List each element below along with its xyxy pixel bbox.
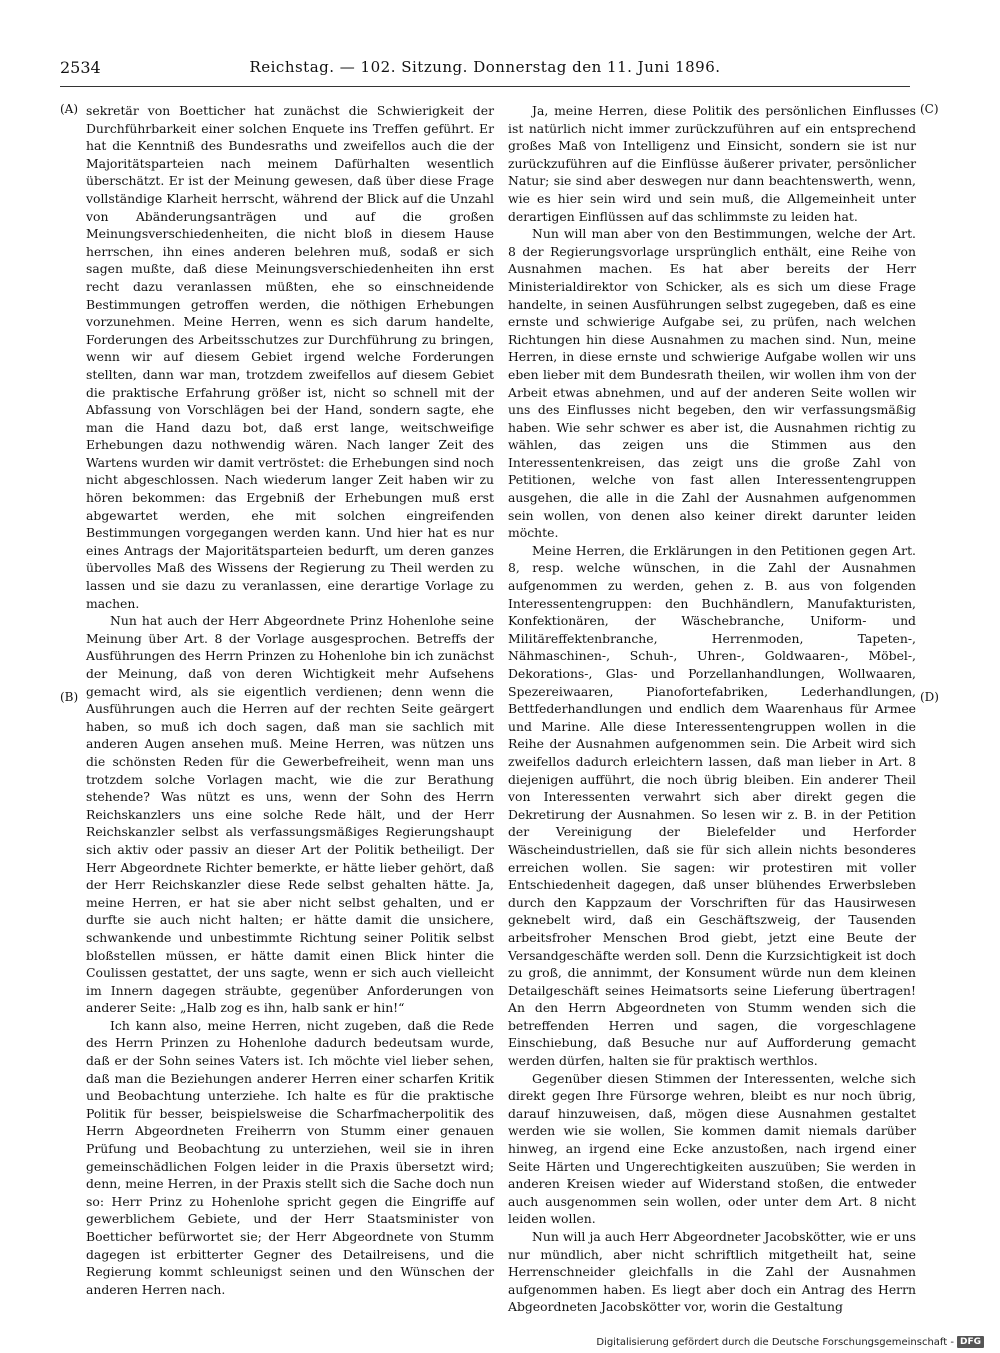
dfg-logo-icon: DFG	[957, 1336, 984, 1348]
page-header	[60, 58, 910, 80]
paragraph: sekretär von Boetticher hat zunächst die Schwierigkeit der Durchführbarkeit einer solchen Enquete ins Treffen geführt. Er hat die Kenntniß des Bundesraths und zweifellos auch die der Majoritätsparteien nach meinem Dafürhalten wesentlich überschätzt. Er ist der Meinung gewesen, daß über diese Frage vollständige Klarheit herrscht, während der Blick auf die Unzahl von Abänderungsanträgen und auf die großen Meinungsverschiedenheiten, die nicht bloß in diesem Hause herrschen, ihn eines anderen belehren muß, sodaß er sich sagen mußte, daß diese Meinungsverschiedenheiten ihn erst recht dazu veranlassen müßten, ehe so einschneidende Bestimmungen getroffen werden, die nöthigen Erhebungen vorzunehmen. Meine Herren, wenn es sich darum handelte, Forderungen des Arbeitsschutzes zur Durchführung zu bringen, wenn wir auf diesem Gebiet irgend welche Forderungen stellten, dann war man, trotzdem zweifellos auf diesem Gebiet die praktische Erfahrung größer ist, nicht so schnell mit der Abfassung von Vorschlägen bei der Hand, sondern sagte, ehe man die Hand dazu bot, daß erst lange, weitschweifige Erhebungen dazu nothwendig wären. Nach langer Zeit des Wartens wurden wir damit vertröstet: die Erhebungen sind noch nicht abgeschlossen. Nach wiederum langer Zeit haben wir zu hören bekommen: das Ergebniß der Erhebungen muß erst abgewartet werden, ehe mit solchen eingreifenden Bestimmungen vorgegangen werden kann. Und hier hat es nur eines Antrags der Majoritätsparteien bedurft, um deren ganzes übervolles Maß des Wissens der Regierung zu Theil werden zu lassen und sie dazu zu veranlassen, eine derartige Vorlage zu machen.	[86, 103, 494, 611]
right-column	[508, 102, 916, 1316]
footer-credit	[596, 1336, 984, 1348]
margin-marker-c: (C)	[920, 102, 939, 116]
header-rule	[60, 86, 910, 87]
paragraph: Nun will ja auch Herr Abgeordneter Jacobskötter, wie er uns nur mündlich, aber nicht schriftlich mitgetheilt hat, seine Herrenschneider gleichfalls in die Zahl der Ausnahmen aufgenommen haben. Es liegt aber doch ein Antrag des Herrn Abgeordneten Jacobskötter vor, worin die Gestaltung	[508, 1229, 916, 1315]
paragraph: Gegenüber diesen Stimmen der Interessenten, welche sich direkt gegen Ihre Fürsorge wehren, bleibt es nur noch übrig, darauf hinzuweisen, daß, mögen diese Ausnahmen gestaltet werden wie sie wollen, Sie kommen damit niemals darüber hinweg, an irgend eine Ecke anzustoßen, nach irgend einer Seite Härten und Ungerechtigkeiten auszuüben; Sie werden in anderen Kreisen wieder auf Widerstand stoßen, die entweder auch ausgenommen sein wollen, oder unter dem Art. 8 nicht leiden wollen.	[508, 1070, 916, 1227]
paragraph: Ja, meine Herren, diese Politik des persönlichen Einflusses ist natürlich nicht immer zurückzuführen auf ein entsprechend großes Maß von Intelligenz und Einsicht, sondern sie ist nur zurückzuführen auf die Einflüsse äußerer privater, persönlicher Natur; sie sind aber deswegen nur dann beachtenswerth, wenn, wie es hier sein wird und sein muß, die Allgemeinheit unter derartigen Einflüssen auf das schlimmste zu leiden hat.	[508, 103, 916, 224]
margin-marker-a: (A)	[60, 102, 79, 116]
paragraph: Nun will man aber von den Bestimmungen, welche der Art. 8 der Regierungsvorlage ursprünglich enthält, eine Reihe von Ausnahmen machen. Es hat aber bereits der Herr Ministerialdirektor von Schicker, als es sich um diese Frage handelte, in seinen Ausführungen selbst zugegeben, daß es eine ernste und schwierige Aufgabe sei, zu prüfen, nach welchen Richtungen hin diese Ausnahmen zu machen sind. Nun, meine Herren, in diese ernste und schwierige Aufgabe wollen wir uns eben lieber mit dem Bundesrath theilen, wir wollen ihm von der Arbeit etwas abnehmen, und auf der anderen Seite wollen wir uns des Einflusses nicht begeben, den wir verfassungsmäßig haben. Wie sehr schwer es aber ist, die Ausnahmen richtig zu wählen, das zeigen uns die Stimmen aus den Interessentenkreisen, das zeigt uns die große Zahl von Petitionen, welche von fast allen Interessentengruppen ausgehen, die alle in die Zahl der Ausnahmen aufgenommen sein wollen, von denen also keiner direkt darunter leiden möchte.	[508, 226, 916, 541]
page-number: 2534	[60, 58, 101, 77]
running-head: Reichstag. — 102. Sitzung. Donnerstag den 11. Juni 1896.	[249, 58, 721, 76]
left-column	[86, 102, 494, 1298]
margin-marker-d: (D)	[920, 690, 939, 704]
paragraph: Nun hat auch der Herr Abgeordnete Prinz Hohenlohe seine Meinung über Art. 8 der Vorlage ausgesprochen. Betreffs der Ausführungen des Herrn Prinzen zu Hohenlohe bin ich zunächst der Meinung, daß von deren Wichtigkeit mehr Aufsehens gemacht wird, als sie eigentlich verdienen; denn wenn die Ausführungen auch die Herren auf der rechten Seite geärgert haben, so muß ich doch sagen, daß man sie sachlich mit anderen Augen ansehen muß. Meine Herren, was nützen uns die schönsten Reden für die Gewerbefreiheit, wenn man uns trotzdem solche Vorlagen macht, wie die zur Berathung stehende? Was nützt es uns, wenn der Sohn des Herrn Reichskanzlers uns eine solche Rede hält, und der Herr Reichskanzler selbst als verfassungsmäßiges Regierungshaupt sich aktiv oder passiv an dieser Art der Politik betheiligt. Der Herr Abgeordnete Richter bemerkte, er hätte lieber gehört, daß der Herr Reichskanzler diese Rede selbst gehalten hätte. Ja, meine Herren, er hat sie aber nicht selbst gehalten, und er durfte sie auch nicht halten; er hätte damit die unsichere, schwankende und unbestimmte Richtung seiner Politik selbst bloßstellen müssen, er hätte damit einen Blick hinter die Coulissen gestattet, der uns sagte, wenn er sich auch vielleicht im Innern dagegen sträubte, gegenüber Anforderungen von anderer Seite: „Halb zog es ihn, halb sank er hin!“	[86, 613, 494, 1016]
paragraph: Ich kann also, meine Herren, nicht zugeben, daß die Rede des Herrn Prinzen zu Hohenlohe dadurch bedeutsam wurde, daß er der Sohn seines Vaters ist. Ich möchte viel lieber sehen, daß man die Beziehungen anderer Herren einer scharfen Kritik und Beobachtung unterziehe. Ich halte es für die praktische Politik für besser, beispielsweise die Scharfmacherpolitik des Herrn Abgeordneten Freiherrn von Stumm einer genauen Prüfung und Beobachtung zu unterziehen, weil sie in ihren gemeinschädlichen Folgen leider in die Praxis übersetzt wird; denn, meine Herren, in der Praxis stellt sich die Sache doch nun so: Herr Prinz zu Hohenlohe spricht gegen die Eingriffe auf gewerblichem Gebiete, und der Herr Staatsminister von Boetticher befürwortet sie; der Herr Abgeordnete von Stumm dagegen ist erbitterter Gegner des Detailreisens, und die Regierung kommt schleunigst seinen und den Wünschen der anderen Herren nach.	[86, 1017, 494, 1297]
footer-credit-text: Digitalisierung gefördert durch die Deutsche Forschungsgemeinschaft -	[596, 1336, 954, 1348]
paragraph: Meine Herren, die Erklärungen in den Petitionen gegen Art. 8, resp. welche wünschen, in die Zahl der Ausnahmen aufgenommen zu werden, gehen z. B. aus von folgenden Interessentengruppen: den Buchhändlern, Manufakturisten, Konfektionären, der Wäschebranche, Uniform- und Militäreffektenbranche, Herrenmoden, Tapeten-, Nähmaschinen-, Schuh-, Uhren-, Goldwaaren-, Möbel-, Dekorations-, Glas- und Porzellanhandlungen, Wollwaaren, Spezereiwaaren, Pianofortefabriken, Lederhandlungen, Bettfederhandlungen und endlich dem Waarenhaus für Armee und Marine. Alle diese Interessentengruppen wollen in die Reihe der Ausnahmen aufgenommen sein. Die Arbeit wird sich zweifellos dadurch erleichtern lassen, daß man lieber in Art. 8 diejenigen aufführt, die noch übrig bleiben. Ein anderer Theil von Interessenten verwahrt sich aber direkt gegen die Dekretirung der Ausnahmen. So lesen wir z. B. in der Petition der Vereinigung der Bielefelder und Herforder Wäscheindustriellen, daß sie für sich allein nichts besonderes erreichen wollen. Sie sagen: wir protestiren mit voller Entschiedenheit dagegen, daß unser blühendes Erwerbsleben durch den Kappzaum der Vorschriften für das Hausirwesen geknebelt wird, daß ein Geschäftszweig, der Tausenden arbeitsfroher Menschen Brod giebt, jetzt eine Beute der Versandgeschäfte werden soll. Denn die Kurzsichtigkeit ist doch zu groß, die annimmt, der Konsument würde nun dem kleinen Detailgeschäft seines Heimatsorts seine Lieferung übertragen! An den Herrn Abgeordneten von Stumm wenden sich die betreffenden Herren und sagen, die vorgeschlagene Einschiebung, daß Besuche nur auf Aufforderung gemacht werden dürfen, halten sie für praktisch werthlos.	[508, 542, 916, 1069]
margin-marker-b: (B)	[60, 690, 79, 704]
